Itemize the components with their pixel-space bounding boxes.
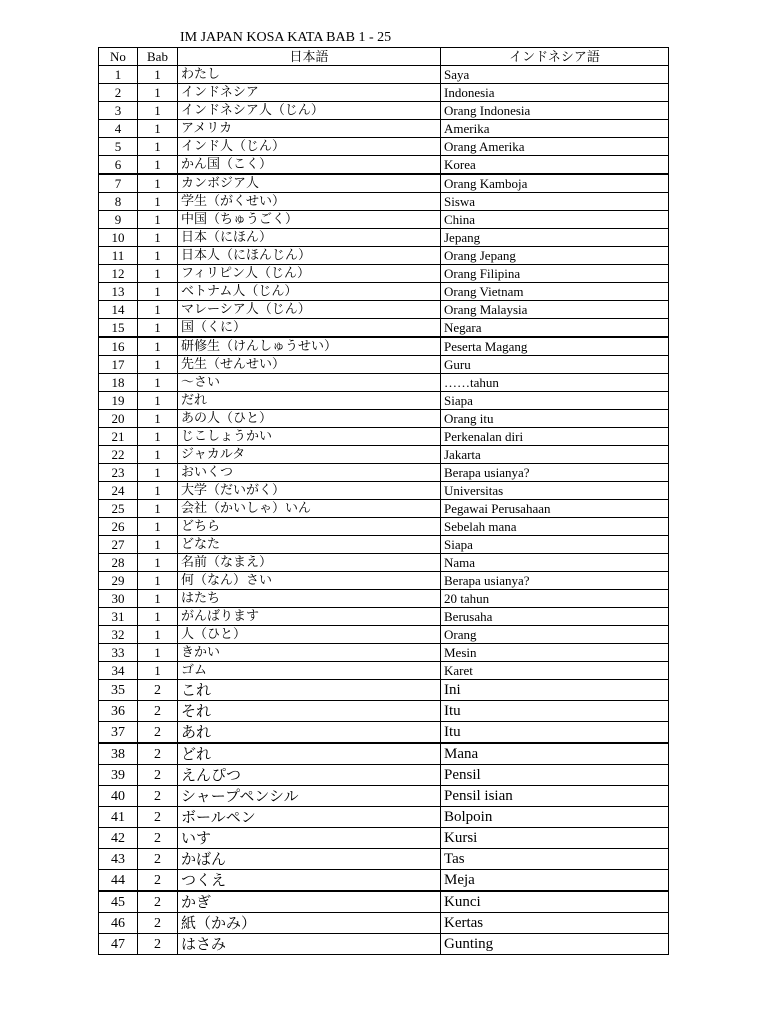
cell-indonesian: Jakarta	[441, 446, 669, 464]
cell-no: 9	[99, 211, 138, 229]
table-row	[99, 701, 669, 722]
cell-indonesian: Siapa	[441, 392, 669, 410]
table-row	[99, 482, 669, 500]
cell-japanese: わたし	[178, 66, 441, 84]
cell-japanese: インドネシア人（じん）	[178, 102, 441, 120]
cell-no: 19	[99, 392, 138, 410]
cell-no: 14	[99, 301, 138, 319]
cell-japanese: ～さい	[178, 374, 441, 392]
cell-indonesian: Orang Jepang	[441, 247, 669, 265]
cell-bab: 1	[138, 410, 178, 428]
cell-no: 30	[99, 590, 138, 608]
cell-japanese: 国（くに）	[178, 319, 441, 338]
cell-no: 28	[99, 554, 138, 572]
cell-japanese: カンボジア人	[178, 174, 441, 193]
table-row	[99, 536, 669, 554]
cell-bab: 2	[138, 743, 178, 765]
cell-no: 44	[99, 870, 138, 892]
table-row	[99, 807, 669, 828]
cell-indonesian: Sebelah mana	[441, 518, 669, 536]
cell-indonesian: Bolpoin	[441, 807, 669, 828]
cell-indonesian: Orang Amerika	[441, 138, 669, 156]
table-row	[99, 913, 669, 934]
cell-bab: 1	[138, 102, 178, 120]
document-title: IM JAPAN KOSA KATA BAB 1 - 25	[180, 30, 392, 45]
cell-indonesian: Berusaha	[441, 608, 669, 626]
table-row	[99, 301, 669, 319]
cell-japanese: これ	[178, 680, 441, 701]
cell-bab: 2	[138, 807, 178, 828]
cell-japanese: はさみ	[178, 934, 441, 955]
cell-japanese: アメリカ	[178, 120, 441, 138]
table-row	[99, 392, 669, 410]
cell-indonesian: Korea	[441, 156, 669, 175]
table-row	[99, 120, 669, 138]
cell-japanese: かん国（こく）	[178, 156, 441, 175]
cell-bab: 2	[138, 786, 178, 807]
cell-indonesian: Nama	[441, 554, 669, 572]
table-row	[99, 356, 669, 374]
cell-no: 20	[99, 410, 138, 428]
cell-japanese: 中国（ちゅうごく）	[178, 211, 441, 229]
cell-japanese: インド人（じん）	[178, 138, 441, 156]
cell-indonesian: Pensil	[441, 765, 669, 786]
cell-japanese: 先生（せんせい）	[178, 356, 441, 374]
cell-no: 40	[99, 786, 138, 807]
cell-indonesian: Karet	[441, 662, 669, 680]
table-row	[99, 590, 669, 608]
cell-bab: 2	[138, 722, 178, 744]
cell-no: 24	[99, 482, 138, 500]
cell-indonesian: Itu	[441, 722, 669, 744]
cell-indonesian: Mana	[441, 743, 669, 765]
header-indonesian: インドネシア語	[441, 48, 669, 66]
table-row	[99, 211, 669, 229]
cell-bab: 1	[138, 374, 178, 392]
cell-no: 47	[99, 934, 138, 955]
table-row	[99, 644, 669, 662]
header-bab: Bab	[138, 48, 178, 66]
cell-bab: 2	[138, 680, 178, 701]
cell-bab: 1	[138, 84, 178, 102]
cell-indonesian: Berapa usianya?	[441, 464, 669, 482]
cell-no: 29	[99, 572, 138, 590]
table-row	[99, 247, 669, 265]
cell-japanese: あれ	[178, 722, 441, 744]
cell-no: 5	[99, 138, 138, 156]
cell-indonesian: Itu	[441, 701, 669, 722]
vocabulary-table	[98, 47, 669, 955]
table-row	[99, 229, 669, 247]
cell-no: 37	[99, 722, 138, 744]
cell-indonesian: Universitas	[441, 482, 669, 500]
table-row	[99, 743, 669, 765]
cell-no: 46	[99, 913, 138, 934]
cell-no: 2	[99, 84, 138, 102]
cell-japanese: ボールペン	[178, 807, 441, 828]
cell-no: 10	[99, 229, 138, 247]
cell-no: 4	[99, 120, 138, 138]
table-row	[99, 828, 669, 849]
cell-japanese: それ	[178, 701, 441, 722]
cell-indonesian: Kertas	[441, 913, 669, 934]
cell-indonesian: Orang Kamboja	[441, 174, 669, 193]
cell-no: 31	[99, 608, 138, 626]
cell-bab: 1	[138, 156, 178, 175]
cell-no: 26	[99, 518, 138, 536]
table-row	[99, 446, 669, 464]
cell-japanese: どちら	[178, 518, 441, 536]
cell-bab: 1	[138, 356, 178, 374]
table-row	[99, 464, 669, 482]
header-japanese: 日本語	[178, 48, 441, 66]
table-row	[99, 193, 669, 211]
cell-bab: 1	[138, 608, 178, 626]
table-row	[99, 84, 669, 102]
table-header-row	[99, 48, 669, 66]
table-row	[99, 174, 669, 193]
cell-japanese: 紙（かみ）	[178, 913, 441, 934]
cell-no: 35	[99, 680, 138, 701]
cell-indonesian: Berapa usianya?	[441, 572, 669, 590]
cell-japanese: ゴム	[178, 662, 441, 680]
table-row	[99, 849, 669, 870]
cell-indonesian: Pegawai Perusahaan	[441, 500, 669, 518]
cell-bab: 1	[138, 174, 178, 193]
cell-japanese: 大学（だいがく）	[178, 482, 441, 500]
cell-no: 11	[99, 247, 138, 265]
cell-bab: 2	[138, 828, 178, 849]
cell-bab: 1	[138, 319, 178, 338]
cell-japanese: つくえ	[178, 870, 441, 892]
cell-japanese: どなた	[178, 536, 441, 554]
cell-japanese: どれ	[178, 743, 441, 765]
cell-bab: 1	[138, 518, 178, 536]
table-row	[99, 722, 669, 744]
cell-indonesian: Peserta Magang	[441, 337, 669, 356]
cell-japanese: 会社（かいしゃ）いん	[178, 500, 441, 518]
cell-indonesian: Mesin	[441, 644, 669, 662]
cell-japanese: 研修生（けんしゅうせい）	[178, 337, 441, 356]
table-row	[99, 428, 669, 446]
cell-indonesian: Siswa	[441, 193, 669, 211]
cell-indonesian: Tas	[441, 849, 669, 870]
cell-indonesian: Negara	[441, 319, 669, 338]
cell-japanese: はたち	[178, 590, 441, 608]
cell-no: 22	[99, 446, 138, 464]
cell-japanese: いす	[178, 828, 441, 849]
cell-indonesian: Orang itu	[441, 410, 669, 428]
cell-no: 36	[99, 701, 138, 722]
cell-no: 16	[99, 337, 138, 356]
cell-bab: 1	[138, 265, 178, 283]
cell-bab: 2	[138, 701, 178, 722]
cell-bab: 1	[138, 626, 178, 644]
cell-japanese: 学生（がくせい）	[178, 193, 441, 211]
cell-no: 13	[99, 283, 138, 301]
table-row	[99, 265, 669, 283]
cell-indonesian: Perkenalan diri	[441, 428, 669, 446]
cell-no: 27	[99, 536, 138, 554]
cell-japanese: 日本人（にほんじん）	[178, 247, 441, 265]
cell-no: 8	[99, 193, 138, 211]
cell-bab: 1	[138, 536, 178, 554]
cell-bab: 1	[138, 464, 178, 482]
table-row	[99, 870, 669, 892]
table-row	[99, 374, 669, 392]
cell-no: 32	[99, 626, 138, 644]
cell-no: 12	[99, 265, 138, 283]
table-row	[99, 102, 669, 120]
cell-bab: 1	[138, 301, 178, 319]
table-row	[99, 138, 669, 156]
cell-japanese: えんぴつ	[178, 765, 441, 786]
cell-no: 34	[99, 662, 138, 680]
cell-indonesian: ……tahun	[441, 374, 669, 392]
cell-bab: 1	[138, 554, 178, 572]
cell-japanese: フィリピン人（じん）	[178, 265, 441, 283]
cell-indonesian: Orang Vietnam	[441, 283, 669, 301]
cell-japanese: きかい	[178, 644, 441, 662]
table-row	[99, 934, 669, 955]
cell-indonesian: Orang	[441, 626, 669, 644]
cell-japanese: シャープペンシル	[178, 786, 441, 807]
cell-no: 45	[99, 891, 138, 913]
table-row	[99, 765, 669, 786]
cell-no: 3	[99, 102, 138, 120]
table-row	[99, 156, 669, 175]
cell-bab: 1	[138, 193, 178, 211]
cell-japanese: じこしょうかい	[178, 428, 441, 446]
cell-bab: 1	[138, 644, 178, 662]
cell-indonesian: Siapa	[441, 536, 669, 554]
cell-japanese: 人（ひと）	[178, 626, 441, 644]
cell-bab: 1	[138, 211, 178, 229]
cell-no: 25	[99, 500, 138, 518]
cell-japanese: ベトナム人（じん）	[178, 283, 441, 301]
cell-indonesian: Kursi	[441, 828, 669, 849]
table-row	[99, 680, 669, 701]
cell-japanese: おいくつ	[178, 464, 441, 482]
cell-bab: 2	[138, 934, 178, 955]
cell-indonesian: Saya	[441, 66, 669, 84]
table-row	[99, 283, 669, 301]
cell-no: 17	[99, 356, 138, 374]
cell-japanese: だれ	[178, 392, 441, 410]
table-row	[99, 518, 669, 536]
cell-indonesian: Indonesia	[441, 84, 669, 102]
cell-no: 7	[99, 174, 138, 193]
cell-japanese: インドネシア	[178, 84, 441, 102]
cell-bab: 1	[138, 446, 178, 464]
cell-indonesian: Ini	[441, 680, 669, 701]
cell-bab: 1	[138, 392, 178, 410]
cell-bab: 1	[138, 120, 178, 138]
cell-indonesian: Meja	[441, 870, 669, 892]
cell-bab: 2	[138, 765, 178, 786]
cell-bab: 2	[138, 870, 178, 892]
table-row	[99, 608, 669, 626]
cell-bab: 1	[138, 337, 178, 356]
cell-indonesian: Guru	[441, 356, 669, 374]
table-row	[99, 662, 669, 680]
cell-no: 38	[99, 743, 138, 765]
cell-japanese: ジャカルタ	[178, 446, 441, 464]
cell-japanese: がんばります	[178, 608, 441, 626]
table-row	[99, 66, 669, 84]
cell-indonesian: Orang Malaysia	[441, 301, 669, 319]
table-row	[99, 572, 669, 590]
cell-indonesian: Orang Filipina	[441, 265, 669, 283]
cell-japanese: マレーシア人（じん）	[178, 301, 441, 319]
cell-bab: 2	[138, 913, 178, 934]
table-row	[99, 319, 669, 338]
cell-no: 42	[99, 828, 138, 849]
cell-no: 15	[99, 319, 138, 338]
cell-bab: 2	[138, 849, 178, 870]
cell-bab: 1	[138, 662, 178, 680]
cell-bab: 1	[138, 572, 178, 590]
cell-bab: 1	[138, 247, 178, 265]
cell-no: 39	[99, 765, 138, 786]
table-row	[99, 337, 669, 356]
cell-no: 41	[99, 807, 138, 828]
table-row	[99, 786, 669, 807]
cell-no: 23	[99, 464, 138, 482]
cell-bab: 1	[138, 229, 178, 247]
cell-bab: 1	[138, 138, 178, 156]
table-row	[99, 410, 669, 428]
cell-japanese: あの人（ひと）	[178, 410, 441, 428]
cell-japanese: かぎ	[178, 891, 441, 913]
table-row	[99, 500, 669, 518]
cell-bab: 1	[138, 428, 178, 446]
cell-indonesian: Orang Indonesia	[441, 102, 669, 120]
cell-indonesian: Kunci	[441, 891, 669, 913]
cell-bab: 1	[138, 482, 178, 500]
cell-indonesian: Gunting	[441, 934, 669, 955]
cell-indonesian: 20 tahun	[441, 590, 669, 608]
cell-no: 33	[99, 644, 138, 662]
cell-no: 1	[99, 66, 138, 84]
cell-bab: 1	[138, 590, 178, 608]
cell-no: 18	[99, 374, 138, 392]
cell-bab: 2	[138, 891, 178, 913]
cell-japanese: かばん	[178, 849, 441, 870]
table-row	[99, 626, 669, 644]
cell-japanese: 何（なん）さい	[178, 572, 441, 590]
cell-no: 6	[99, 156, 138, 175]
cell-no: 43	[99, 849, 138, 870]
cell-bab: 1	[138, 500, 178, 518]
cell-japanese: 日本（にほん）	[178, 229, 441, 247]
header-no: No	[99, 48, 138, 66]
cell-bab: 1	[138, 283, 178, 301]
table-row	[99, 891, 669, 913]
table-row	[99, 554, 669, 572]
cell-bab: 1	[138, 66, 178, 84]
cell-indonesian: Amerika	[441, 120, 669, 138]
cell-no: 21	[99, 428, 138, 446]
cell-indonesian: Jepang	[441, 229, 669, 247]
cell-japanese: 名前（なまえ）	[178, 554, 441, 572]
cell-indonesian: Pensil isian	[441, 786, 669, 807]
cell-indonesian: China	[441, 211, 669, 229]
